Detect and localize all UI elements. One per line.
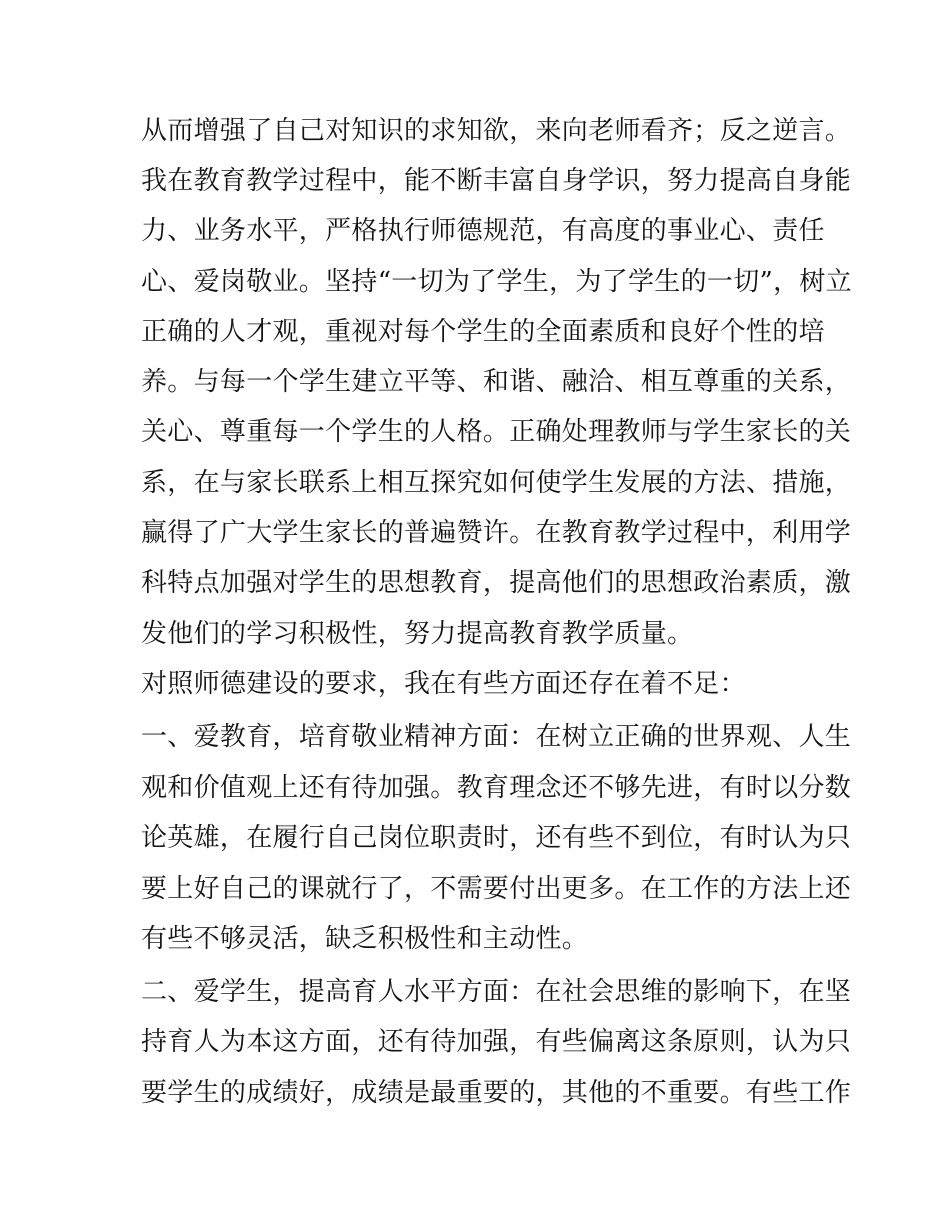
text-line: 心、爱岗敬业。坚持“一切为了学生，为了学生的一切”，树立	[141, 267, 852, 297]
text-line: 系，在与家长联系上相互探究如何使学生发展的方法、措施，	[141, 468, 852, 498]
text-line: 赢得了广大学生家长的普遍赞许。在教育教学过程中，利用学	[141, 518, 852, 548]
text-line: 有些不够灵活，缺乏积极性和主动性。	[141, 924, 589, 954]
text-line: 持育人为本这方面，还有待加强，有些偏离这条原则，认为只	[141, 1027, 852, 1057]
text-line: 力、业务水平，严格执行师德规范，有高度的事业心、责任	[141, 216, 825, 246]
text-line: 一、爱教育，培育敬业精神方面：在树立正确的世界观、人生	[141, 722, 852, 752]
text-line: 从而增强了自己对知识的求知欲，来向老师看齐；反之逆言。	[141, 116, 852, 146]
text-line: 对照师德建设的要求，我在有些方面还存在着不足：	[141, 669, 746, 699]
text-line: 论英雄，在履行自己岗位职责时，还有些不到位，有时认为只	[141, 823, 852, 853]
text-line: 我在教育教学过程中，能不断丰富自身学识，努力提高自身能	[141, 166, 852, 196]
text-line: 正确的人才观，重视对每个学生的全面素质和良好个性的培	[141, 317, 825, 347]
text-line: 二、爱学生，提高育人水平方面：在社会思维的影响下，在坚	[141, 977, 852, 1007]
text-line: 养。与每一个学生建立平等、和谐、融洽、相互尊重的关系，	[141, 367, 852, 397]
text-line: 科特点加强对学生的思想教育，提高他们的思想政治素质，激	[141, 568, 852, 598]
text-line: 发他们的学习积极性，努力提高教育教学质量。	[141, 619, 694, 649]
text-line: 要学生的成绩好，成绩是最重要的，其他的不重要。有些工作	[141, 1078, 852, 1108]
text-line: 关心、尊重每一个学生的人格。正确处理教师与学生家长的关	[141, 417, 852, 447]
text-line: 观和价值观上还有待加强。教育理念还不够先进，有时以分数	[141, 773, 852, 803]
text-line: 要上好自己的课就行了，不需要付出更多。在工作的方法上还	[141, 874, 852, 904]
